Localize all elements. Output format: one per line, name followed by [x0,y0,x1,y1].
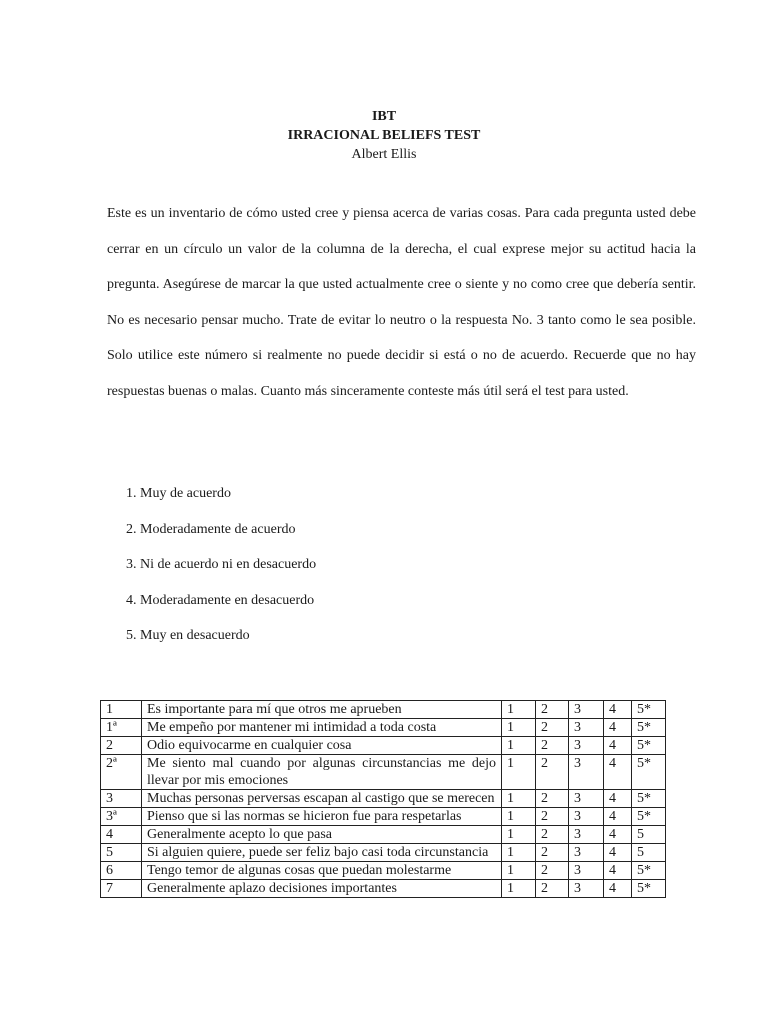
rating-4: 4 [604,808,632,826]
rating-5: 5* [632,719,666,737]
rating-4: 4 [604,826,632,844]
scale-option: 1. Muy de acuerdo [126,486,231,501]
rating-3: 3 [569,862,604,880]
table-row [101,719,666,737]
item-statement: Generalmente aplazo decisiones importantes [142,880,502,898]
rating-3: 3 [569,880,604,898]
rating-2: 2 [536,826,569,844]
response-scale-list [126,480,316,658]
scale-option: 4. Moderadamente en desacuerdo [126,592,315,608]
item-statement: Me empeño por mantener mi intimidad a toda costa [142,719,502,737]
rating-2: 2 [536,701,569,719]
document-title: IRRACIONAL BELIEFS TEST [287,128,481,143]
table-row [101,755,666,790]
item-number: 1ª [101,719,142,737]
rating-5: 5* [632,737,666,755]
rating-1: 1 [502,701,536,719]
item-statement: Muchas personas perversas escapan al castigo que se merecen [142,790,502,808]
rating-4: 4 [604,737,632,755]
rating-4: 4 [604,701,632,719]
rating-1: 1 [502,862,536,880]
rating-4: 4 [604,790,632,808]
rating-4: 4 [604,755,632,790]
rating-5: 5* [632,862,666,880]
rating-5: 5* [632,880,666,898]
rating-2: 2 [536,737,569,755]
rating-3: 3 [569,755,604,790]
item-statement: Si alguien quiere, puede ser feliz bajo casi toda circunstancia [142,844,502,862]
scale-option: 3. Ni de acuerdo ni en desacuerdo [126,557,317,573]
item-number: 1 [101,701,142,719]
rating-3: 3 [569,719,604,737]
item-number: 2ª [101,755,142,790]
rating-4: 4 [604,844,632,862]
item-number: 6 [101,862,142,880]
rating-5: 5* [632,808,666,826]
rating-1: 1 [502,737,536,755]
table-row [101,826,666,844]
questionnaire-table [100,700,666,898]
item-number: 4 [101,826,142,844]
rating-5: 5* [632,755,666,790]
rating-4: 4 [604,880,632,898]
table-row [101,844,666,862]
item-number: 3ª [101,808,142,826]
item-number: 3 [101,790,142,808]
document-author: Albert Ellis [351,147,417,162]
rating-1: 1 [502,880,536,898]
rating-3: 3 [569,826,604,844]
item-statement: Generalmente acepto lo que pasa [142,826,502,844]
scale-option: 5. Muy en desacuerdo [126,628,250,644]
item-statement: Pienso que si las normas se hicieron fue para respetarlas [142,808,502,826]
rating-2: 2 [536,719,569,737]
rating-5: 5 [632,826,666,844]
item-statement: Me siento mal cuando por algunas circunstancias me dejo llevar por mis emociones [142,755,502,790]
rating-3: 3 [569,701,604,719]
table-row [101,790,666,808]
table-row [101,880,666,898]
rating-2: 2 [536,862,569,880]
table-row [101,737,666,755]
rating-5: 5 [632,844,666,862]
rating-3: 3 [569,844,604,862]
rating-1: 1 [502,826,536,844]
rating-3: 3 [569,808,604,826]
table-row [101,808,666,826]
item-statement: Tengo temor de algunas cosas que puedan molestarme [142,862,502,880]
rating-1: 1 [502,844,536,862]
rating-5: 5* [632,790,666,808]
document-acronym: IBT [371,109,397,124]
scale-option: 2. Moderadamente de acuerdo [126,521,296,537]
item-number: 5 [101,844,142,862]
rating-2: 2 [536,808,569,826]
document-header [0,107,768,164]
item-statement: Odio equivocarme en cualquier cosa [142,737,502,755]
rating-2: 2 [536,844,569,862]
intro-paragraph: Este es un inventario de cómo usted cree y piensa acerca de varias cosas. Para cada pregunta usted debe cerrar en un círculo un valor de la columna de la derecha, el cual exprese mejor su actitud hacia la pregunta. Asegúrese de marcar la que usted actualmente cree o siente y no como cree que debería sentir. No es necesario pensar mucho. Trate de evitar lo neutro o la respuesta No. 3 tanto como le sea posible. Solo utilice este número si realmente no puede decidir si está o no de acuerdo. Recuerde que no hay respuestas buenas o malas. Cuanto más sinceramente conteste más útil será el test para usted. [107,206,696,399]
rating-5: 5* [632,701,666,719]
rating-2: 2 [536,880,569,898]
rating-1: 1 [502,808,536,826]
item-number: 7 [101,880,142,898]
rating-4: 4 [604,719,632,737]
rating-3: 3 [569,790,604,808]
rating-1: 1 [502,790,536,808]
rating-1: 1 [502,719,536,737]
rating-3: 3 [569,737,604,755]
rating-4: 4 [604,862,632,880]
table-row [101,862,666,880]
rating-2: 2 [536,790,569,808]
table-row [101,701,666,719]
rating-2: 2 [536,755,569,790]
rating-1: 1 [502,755,536,790]
item-statement: Es importante para mí que otros me aprueben [142,701,502,719]
item-number: 2 [101,737,142,755]
